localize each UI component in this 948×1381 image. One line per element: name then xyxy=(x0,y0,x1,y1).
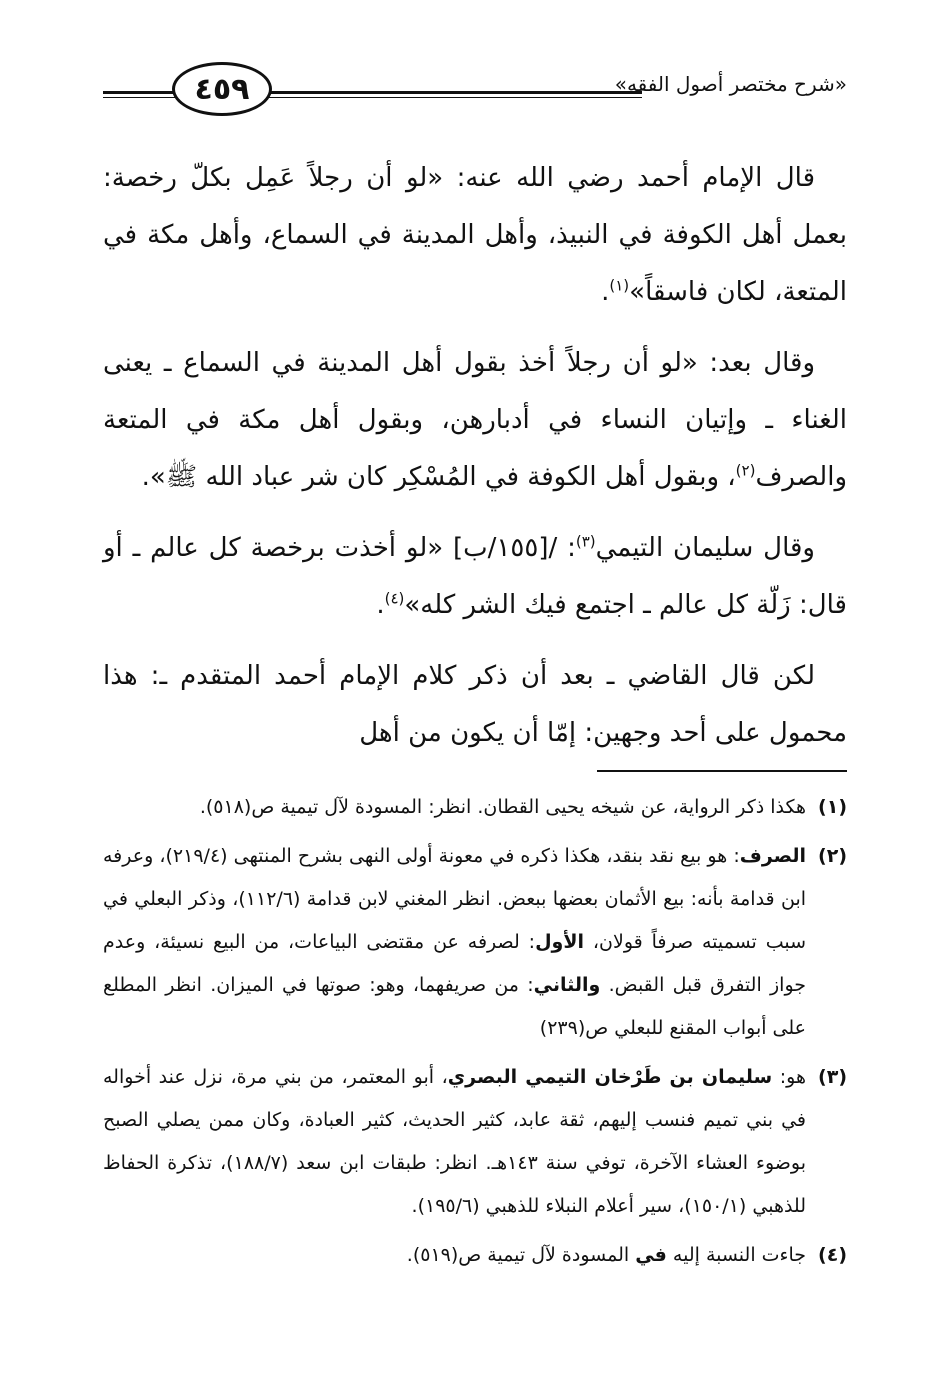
footnote-1-text: هكذا ذكر الرواية، عن شيخه يحيى القطان. انظر: المسودة لآل تيمية ص(٥١٨). xyxy=(199,796,807,818)
paragraph-1 xyxy=(103,150,847,321)
footnote-2-term-second: والثاني xyxy=(533,974,601,996)
footnote-text xyxy=(103,835,806,1050)
header-rule-left xyxy=(103,91,183,94)
paragraph-2-text-a: وقال بعد: «لو أن رجلاً أخذ بقول أهل المدينة في السماع ـ يعنى الغناء ـ وإتيان النساء في أدبارهن، وبقول أهل مكة في المتعة والصرف xyxy=(103,348,847,492)
footnote-2-text-a: : هو بيع نقد بنقد، هكذا ذكره في معونة أولى النهى بشرح المنتهى (٢١٩/٤)، وعرفه ابن قدامة بأنه: بيع الأثمان بعضها ببعض. انظر المغني لابن قدامة (١١٢/٦)، وذكر البعلي في سبب تسميته صرفاً قولان، xyxy=(103,845,807,953)
footnote-text xyxy=(103,1056,806,1228)
page-number-text: ٤٥٩ xyxy=(194,71,250,107)
footnote-number: (١) xyxy=(818,796,847,818)
paragraph-1-text: قال الإمام أحمد رضي الله عنه: «لو أن رجلاً عَمِل بكلّ رخصة: بعمل أهل الكوفة في النبيذ، وأهل المدينة في السماع، وأهل مكة في المتعة، لكان فاسقاً» xyxy=(103,163,847,307)
footnote-4-text-b: المسودة لآل تيمية ص(٥١٩). xyxy=(406,1244,636,1266)
footnote-4-bold-word: في xyxy=(635,1244,667,1266)
footnote-4-text-a: جاءت النسبة إليه xyxy=(666,1244,807,1266)
paragraph-3-text-b: : /[١٥٥/ب] «لو أخذت برخصة كل عالم ـ أو قال: زَلّة كل عالم ـ اجتمع فيك الشر كله» xyxy=(103,533,847,620)
page-number xyxy=(172,62,272,116)
footnote-text xyxy=(103,786,806,829)
footnote-2-term-sarf: الصرف xyxy=(739,845,807,867)
header-rule-middle xyxy=(262,91,642,94)
paragraph-1-end: . xyxy=(601,277,610,307)
footnote-2-term-first: الأول xyxy=(535,931,585,953)
footnote-3 xyxy=(103,1056,847,1228)
paragraph-4 xyxy=(103,648,847,762)
footnote-3-person-name: سليمان بن طَرْخان التيمي البصري xyxy=(447,1066,773,1088)
footnote-3-text-a: هو: xyxy=(772,1066,807,1088)
running-title: «شرح مختصر أصول الفقه» xyxy=(614,72,847,96)
paragraph-4-text: لكن قال القاضي ـ بعد أن ذكر كلام الإمام أحمد المتقدم ـ: هذا محمول على أحد وجهين: إمّا أن يكون من أهل xyxy=(103,661,847,748)
footnote-number: (٣) xyxy=(818,1066,847,1088)
paragraph-2 xyxy=(103,335,847,506)
footnote-4 xyxy=(103,1234,847,1277)
paragraph-3-text-a: وقال سليمان التيمي xyxy=(595,533,815,563)
footnote-2-text-b: : لصرفه عن مقتضى البياعات، من البيع نسيئة، وعدم جواز التفرق قبل القبض. xyxy=(103,931,807,996)
footnote-2 xyxy=(103,835,847,1050)
paragraph-3-end: . xyxy=(376,590,385,620)
footnote-ref-3: (٣) xyxy=(575,532,596,551)
footnote-1 xyxy=(103,786,847,829)
footnote-text xyxy=(103,1234,806,1277)
footnote-ref-4: (٤) xyxy=(384,589,405,608)
footnote-ref-1: (١) xyxy=(609,276,630,295)
footnote-separator xyxy=(597,770,847,772)
main-text xyxy=(103,150,847,776)
footnote-number: (٤) xyxy=(818,1244,847,1266)
footnotes xyxy=(103,786,847,1283)
footnote-2-text-c: : من صريفهما، وهو: صوتها في الميزان. انظر المطلع على أبواب المقنع للبعلي ص(٢٣٩) xyxy=(103,974,807,1039)
paragraph-2-text-b: ، وبقول أهل الكوفة في المُسْكِر كان شر عباد الله ﷺ». xyxy=(141,462,736,492)
footnote-number: (٢) xyxy=(818,845,847,867)
footnote-3-text-b: ، أبو المعتمر، من بني مرة، نزل عند أخواله في بني تميم فنسب إليهم، ثقة عابد، كثير الحديث، كثير العبادة، وكان ممن يصلي الصبح بوضوء العشاء الآخرة، توفي سنة ١٤٣هـ. انظر: طبقات ابن سعد (١٨٨/٧)، تذكرة الحفاظ للذهبي (١٥٠/١)، سير أعلام النبلاء للذهبي (١٩٥/٦). xyxy=(103,1066,807,1217)
footnote-ref-2: (٢) xyxy=(735,461,756,480)
paragraph-3 xyxy=(103,520,847,634)
